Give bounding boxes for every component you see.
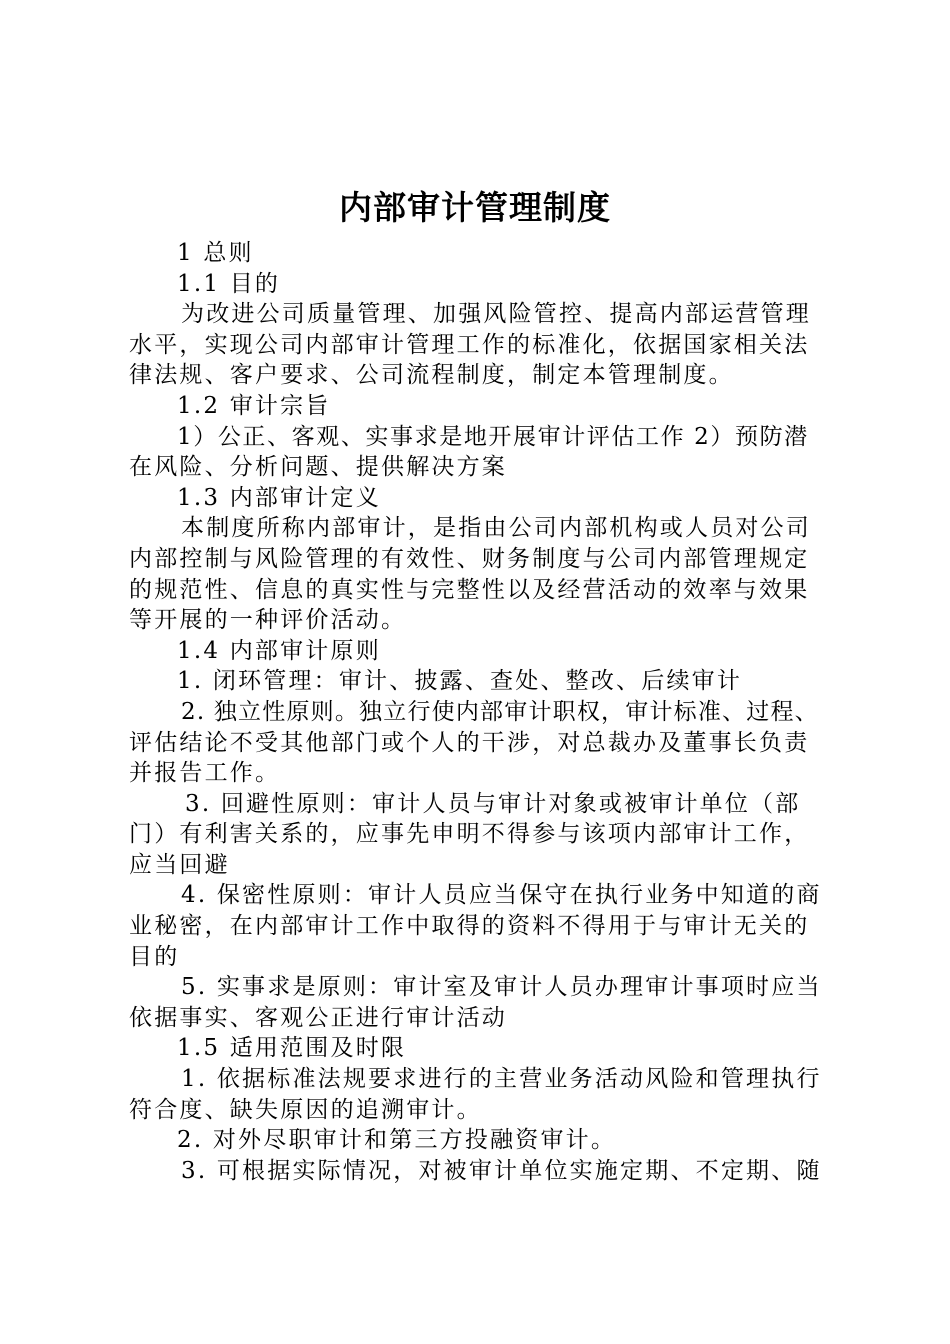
- list-item: 5. 实事求是原则：审计室及审计人员办理审计事项时应当: [181, 974, 822, 1001]
- list-item: 1. 闭环管理：审计、披露、查处、整改、后续审计: [177, 668, 743, 695]
- paragraph-line: 水平，实现公司内部审计管理工作的标准化，依据国家相关法: [129, 331, 810, 358]
- subsection-heading: 1.3 内部审计定义: [177, 484, 381, 511]
- subsection-heading: 1.2 审计宗旨: [177, 392, 331, 419]
- paragraph-line: 门）有利害关系的，应事先申明不得参与该项内部审计工作，: [129, 821, 810, 848]
- list-item: 4. 保密性原则：审计人员应当保守在执行业务中知道的商: [181, 882, 822, 909]
- subsection-heading: 1.4 内部审计原则: [177, 637, 381, 664]
- list-item: 2. 独立性原则。独立行使内部审计职权，审计标准、过程、: [181, 698, 819, 725]
- subsection-heading: 1.5 适用范围及时限: [177, 1035, 407, 1062]
- paragraph-line: 为改进公司质量管理、加强风险管控、提高内部运营管理: [181, 301, 811, 328]
- paragraph-line: 并报告工作。: [129, 760, 281, 787]
- paragraph-line: 评估结论不受其他部门或个人的干涉，对总裁办及董事长负责: [129, 729, 810, 756]
- document-body: [129, 238, 833, 1186]
- list-item: 1. 依据标准法规要求进行的主营业务活动风险和管理执行: [181, 1066, 822, 1093]
- list-item: 2. 对外尽职审计和第三方投融资审计。: [177, 1127, 617, 1154]
- paragraph-line: 内部控制与风险管理的有效性、财务制度与公司内部管理规定: [129, 545, 810, 572]
- paragraph-line: 的规范性、信息的真实性与完整性以及经营活动的效率与效果: [129, 576, 810, 603]
- subsection-heading: 1.1 目的: [177, 270, 281, 297]
- paragraph-line: 律法规、客户要求、公司流程制度，制定本管理制度。: [129, 362, 734, 389]
- document-title: 内部审计管理制度: [339, 188, 611, 227]
- paragraph-line: 等开展的一种评价活动。: [129, 607, 407, 634]
- paragraph-line: 依据事实、客观公正进行审计活动: [129, 1004, 507, 1031]
- paragraph-line: 在风险、分析问题、提供解决方案: [129, 454, 507, 481]
- paragraph-line: 业秘密，在内部审计工作中取得的资料不得用于与审计无关的: [129, 913, 810, 940]
- paragraph-line: 目的: [129, 943, 180, 970]
- section-heading: 1 总则: [177, 240, 254, 266]
- list-item: 3. 可根据实际情况，对被审计单位实施定期、不定期、随: [181, 1157, 822, 1184]
- paragraph-line: 应当回避: [129, 851, 230, 878]
- paragraph-line: 本制度所称内部审计，是指由公司内部机构或人员对公司: [181, 515, 811, 542]
- list-item: 3. 回避性原则：审计人员与审计对象或被审计单位（部: [185, 790, 801, 817]
- paragraph-line: 符合度、缺失原因的追溯审计。: [129, 1096, 482, 1123]
- paragraph-line: 1）公正、客观、实事求是地开展审计评估工作 2）预防潜: [177, 423, 809, 450]
